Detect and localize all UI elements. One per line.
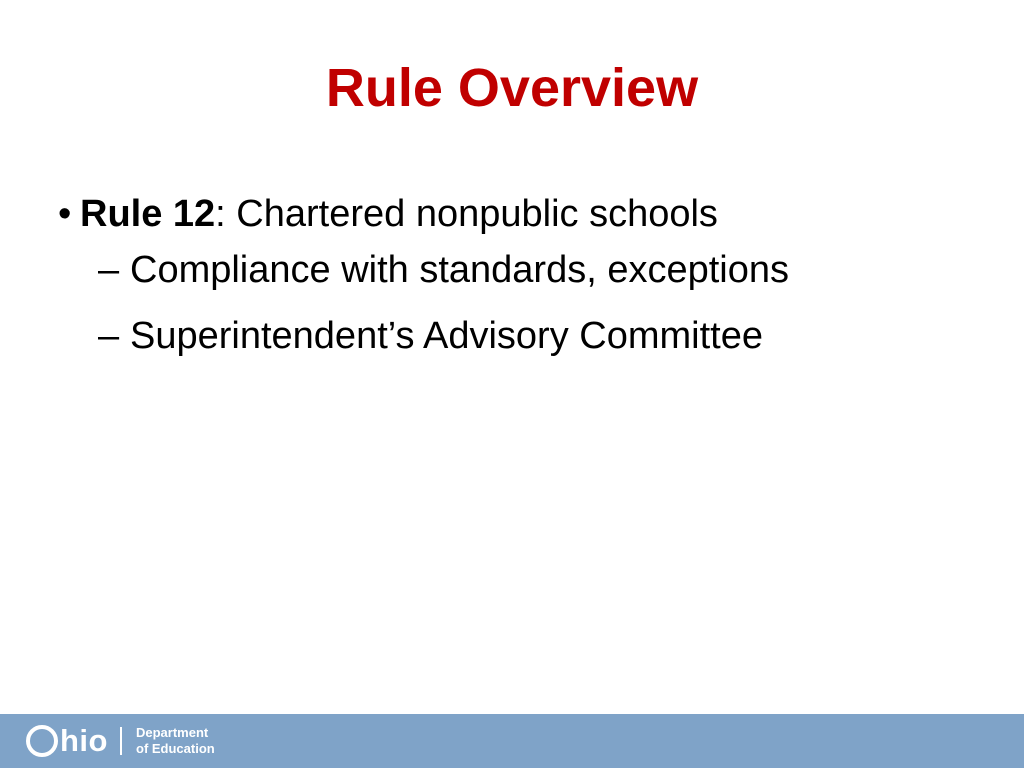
sub-bullet-item — [58, 308, 988, 374]
sub-bullet-text: Superintendent’s Advisory Committee — [130, 315, 763, 357]
logo-divider — [120, 727, 122, 755]
sub-bullet-item — [58, 242, 988, 308]
ohio-wordmark — [26, 714, 108, 768]
footer-bar — [0, 714, 1024, 768]
bullet-bold-label: Rule 12 — [80, 193, 216, 235]
dash-icon: – — [98, 249, 120, 291]
ohio-o-circle-icon — [26, 725, 58, 757]
dash-icon: – — [98, 315, 120, 357]
slide-content — [58, 186, 988, 374]
department-name — [136, 725, 215, 757]
ohio-department-of-education-logo — [26, 714, 215, 768]
department-line-1: Department — [136, 725, 209, 740]
bullet-item — [58, 186, 988, 242]
bullet-icon: • — [58, 193, 72, 235]
bullet-text: : Chartered nonpublic schools — [215, 193, 718, 235]
sub-bullet-text: Compliance with standards, exceptions — [130, 249, 790, 291]
ohio-wordmark-text: hio — [60, 723, 108, 758]
slide-title: Rule Overview — [325, 58, 699, 118]
department-line-2: of Education — [136, 741, 215, 756]
